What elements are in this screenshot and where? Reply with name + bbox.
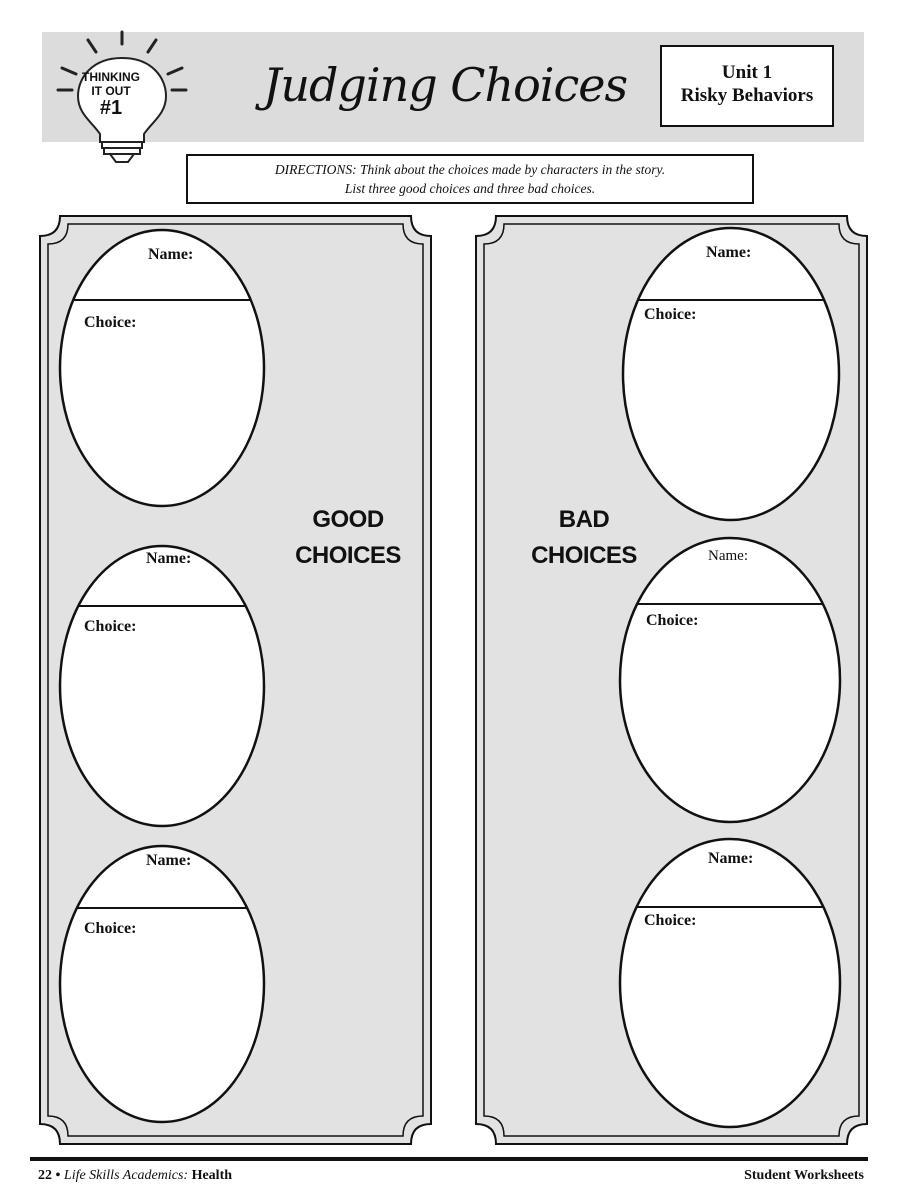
footer-right: Student Worksheets [744, 1168, 864, 1183]
good-label-line2: CHOICES [295, 542, 401, 569]
good-oval-1-choice-label: Choice: [84, 314, 137, 331]
directions-box [186, 154, 754, 204]
good-choices-panel [38, 214, 433, 1146]
bad-oval-2 [620, 538, 840, 822]
bad-oval-1 [623, 228, 839, 520]
footer-rule [30, 1157, 868, 1161]
bad-oval-1-choice-label: Choice: [644, 306, 697, 323]
bad-panel-frame [474, 214, 869, 1146]
directions-line2: List three good choices and three bad choices. [344, 181, 596, 196]
bad-label-line1: BAD [558, 506, 610, 533]
unit-topic: Risky Behaviors [680, 85, 814, 106]
footer-series: Life Skills Academics: [63, 1168, 189, 1183]
footer-left [38, 1168, 232, 1184]
footer-bullet: • [55, 1168, 61, 1183]
good-oval-2-choice-label: Choice: [84, 618, 137, 635]
bad-choices-label [496, 502, 672, 574]
badge-line1: THINKING [82, 70, 140, 84]
good-oval-1-name-label: Name: [148, 246, 194, 263]
bad-oval-2-name-label: Name: [708, 548, 748, 564]
directions-line1: DIRECTIONS: Think about the choices made by characters in the story. [274, 162, 666, 177]
bad-oval-3-name-label: Name: [708, 850, 754, 867]
thinking-it-out-badge [76, 70, 146, 118]
badge-line2: IT OUT [91, 84, 131, 98]
good-oval-3-name-label: Name: [146, 852, 192, 869]
bad-oval-3-choice-label: Choice: [644, 912, 697, 929]
good-oval-1 [60, 230, 264, 506]
good-oval-2 [60, 546, 264, 826]
unit-number: Unit 1 [721, 62, 773, 83]
bad-oval-3 [620, 839, 840, 1127]
page-title: Judging Choices [262, 58, 628, 112]
bad-oval-1-name-label: Name: [706, 244, 752, 261]
good-choices-label [274, 502, 422, 574]
good-oval-3 [60, 846, 264, 1122]
unit-box [660, 45, 834, 127]
badge-line3: #1 [99, 97, 123, 119]
footer-subject: Health [191, 1168, 233, 1183]
bad-oval-2-choice-label: Choice: [646, 612, 699, 629]
good-oval-3-choice-label: Choice: [84, 920, 137, 937]
good-label-line1: GOOD [312, 506, 384, 533]
bad-choices-panel [474, 214, 869, 1146]
page-number: 22 [38, 1168, 52, 1183]
good-oval-2-name-label: Name: [146, 550, 192, 567]
good-panel-frame [38, 214, 433, 1146]
bad-label-line2: CHOICES [531, 542, 637, 569]
